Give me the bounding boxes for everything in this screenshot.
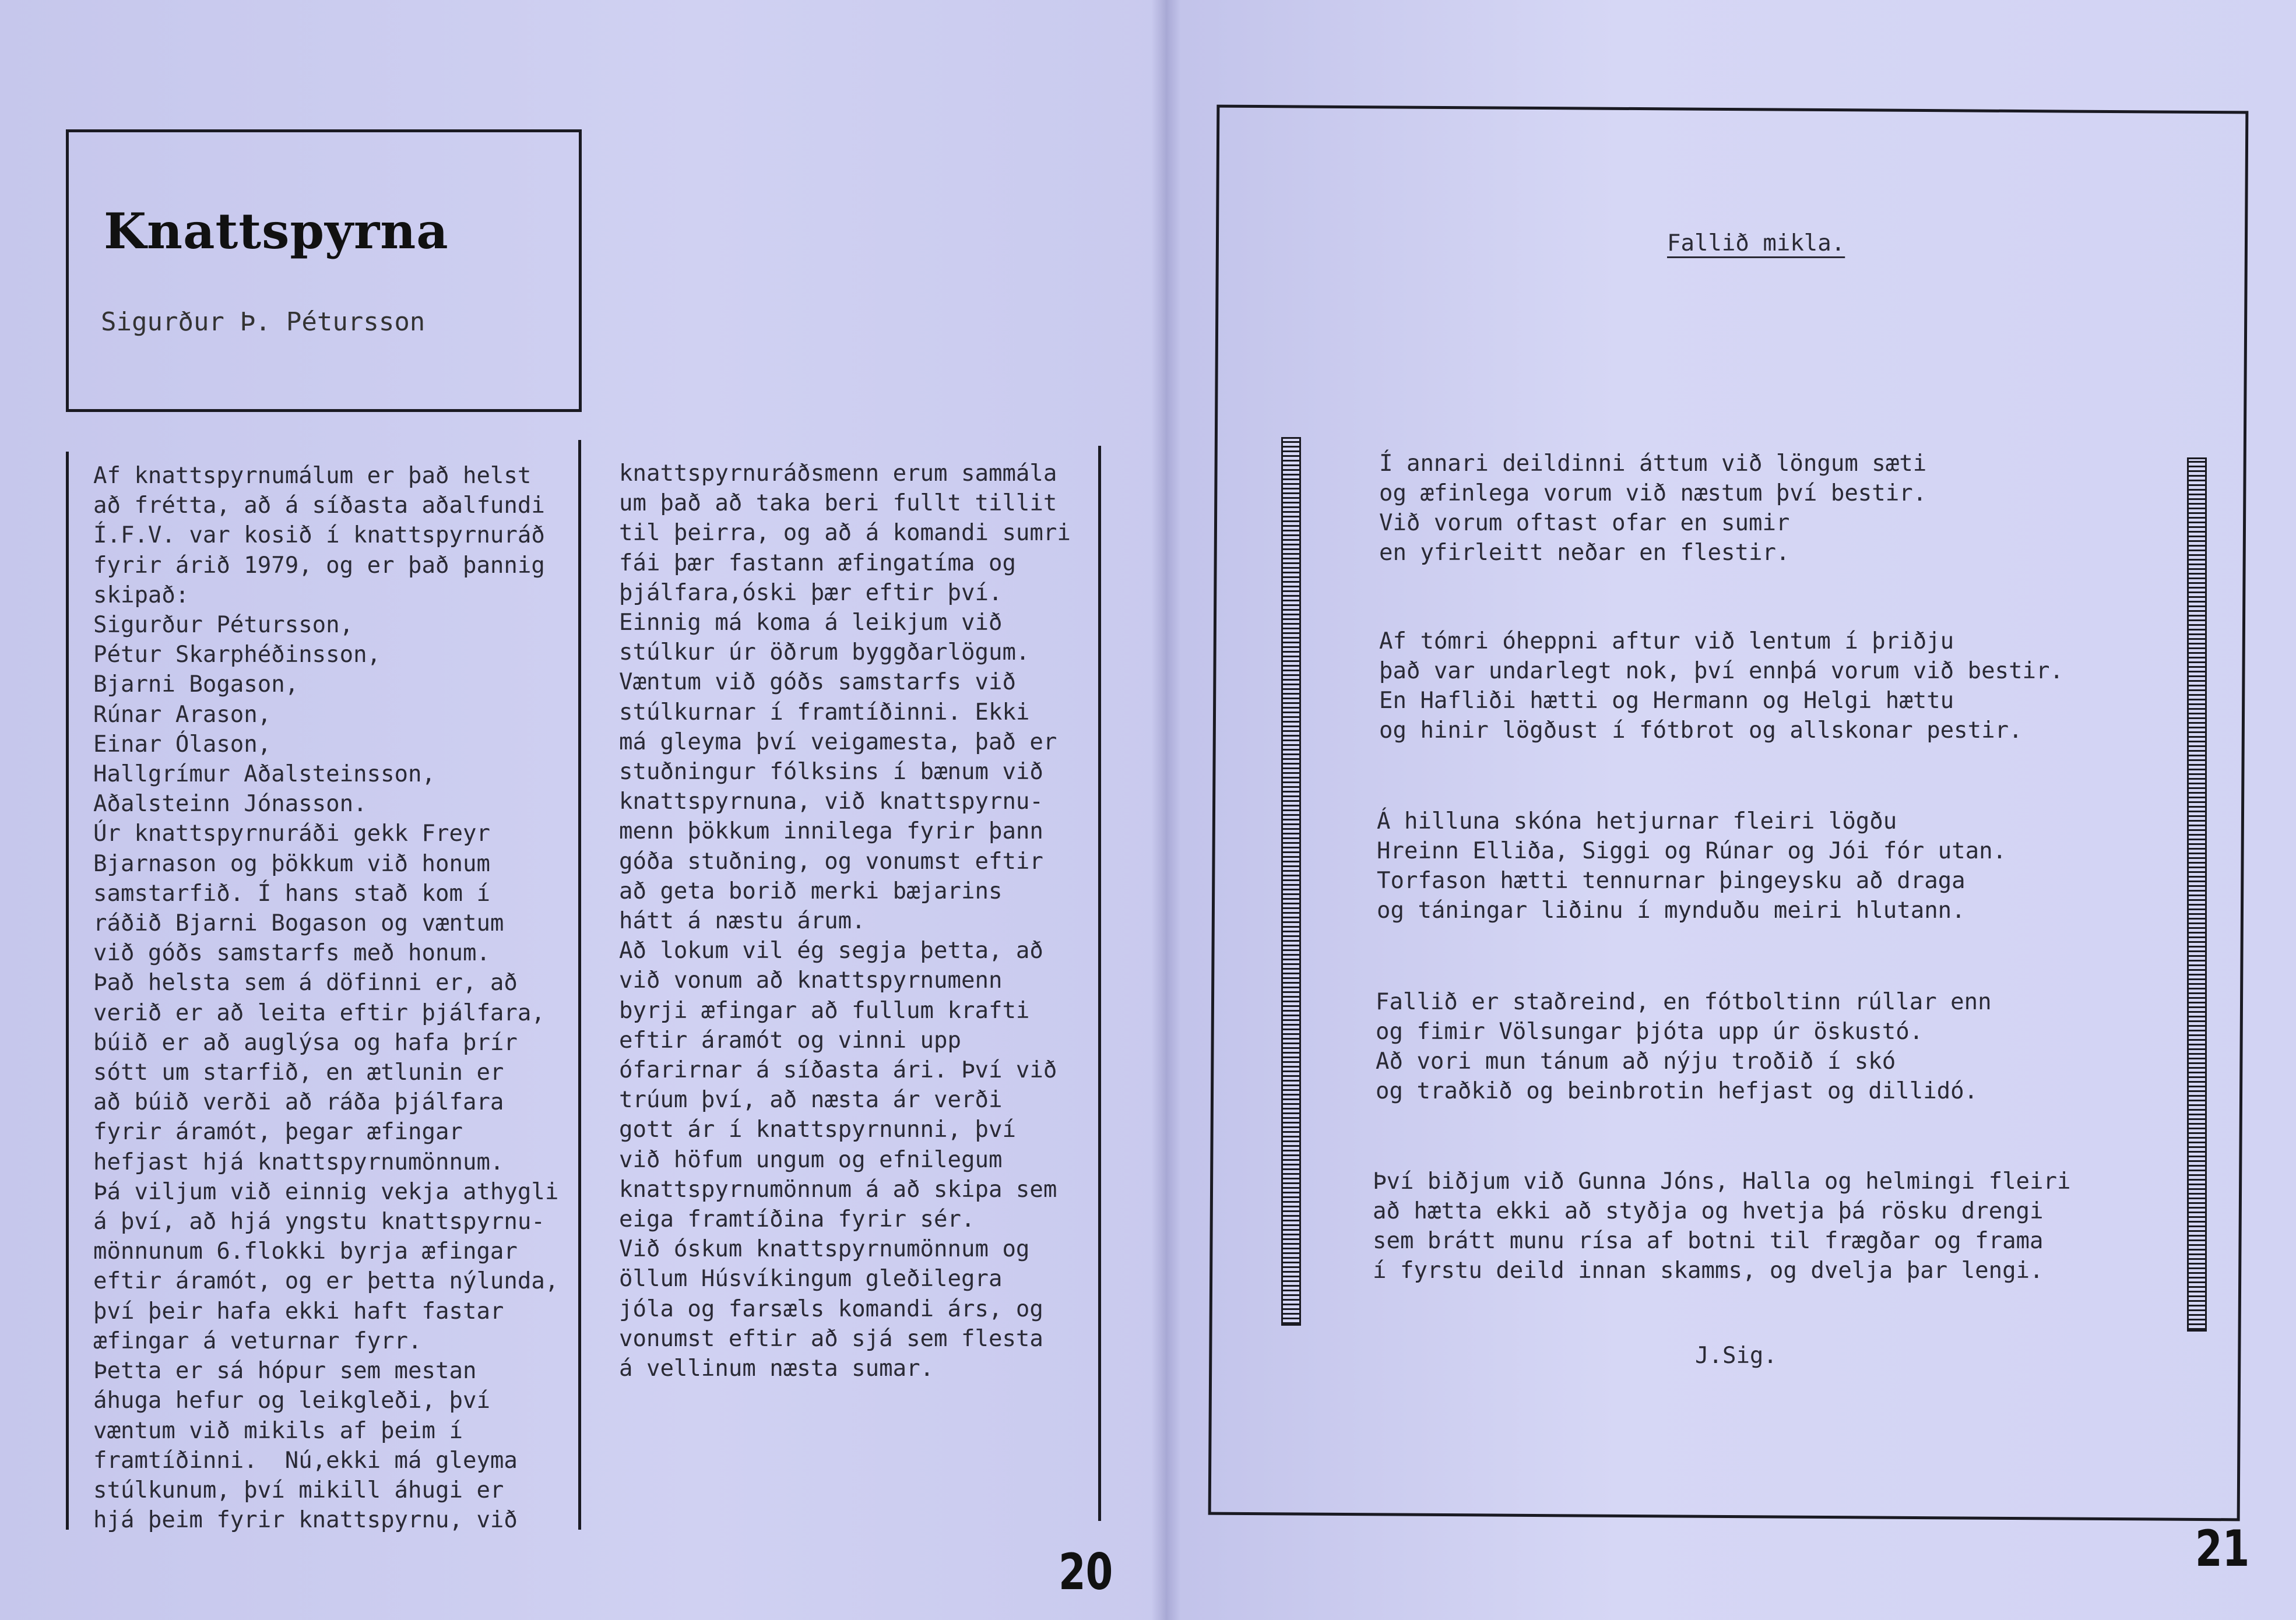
page-number-right: 21 — [2195, 1520, 2250, 1578]
poem-stanza-4: Fallið er staðreind, en fótboltinn rúllar enn og fimir Völsungar þjóta upp úr öskustó. Að vori mun tánum að nýju troðið í skó og traðkið og beinbrotin hefjast og dillidó. — [1376, 989, 1992, 1104]
column-rule-middle — [578, 440, 581, 1530]
poem-signature: J.Sig. — [1695, 1343, 1777, 1369]
column-rule-right — [1098, 446, 1101, 1521]
column-rule-left — [66, 452, 69, 1530]
article-column-2: knattspyrnuráðsmenn erum sammála um það að taka beri fullt tillit til þeirra, og að á komandi sumri fái þær fastann æfingatíma og þjálfara,óski þær eftir því. Einnig má koma á leikjum við stúlkur úr öðrum byggðarlögum. Væntum við góðs samstarfs við stúlkurnar í framtíðinni. Ekki má gleyma því veigamesta, það er stuðningur fólksins í bænum við knattspyrnuna, við knattspyrnu- menn þökkum innilega fyrir þann góða stuðning, og vonumst eftir að geta borið merki bæjarins hátt á næstu árum. Að lokum vil ég segja þetta, að við vonum að knattspyrnumenn byrji æfingar að fullum krafti eftir áramót og vinni upp ófarirnar á síðasta ári. Því við trúum því, að næsta ár verði gott ár í knattspyrnunni, því við höfum ungum og efnilegum knattspyrnumönnum á að skipa sem eiga framtíðina fyrir sér. Við óskum knattspyrnumönnum og öllum Húsvíkingum gleðilegra jóla og farsæls komandi árs, og vonumst eftir að sjá sem flesta á vellinum næsta sumar. — [619, 460, 1071, 1382]
page-number-left: 20 — [1059, 1543, 1113, 1601]
decorative-bar-left — [1281, 437, 1301, 1326]
poem-stanza-2: Af tómri óheppni aftur við lentum í þriðju það var undarlegt nok, því ennþá vorum við bestir. En Hafliði hætti og Hermann og Helgi hættu og hinir lögðust í fótbrot og allskonar pestir. — [1379, 628, 2063, 744]
title-box — [66, 129, 582, 412]
poem-stanza-3: Á hilluna skóna hetjurnar fleiri lögðu Hreinn Elliða, Siggi og Rúnar og Jói fór utan. Torfason hætti tennurnar þingeysku að draga og táningar liðinu í mynduðu meiri hlutann. — [1377, 808, 2007, 924]
poem-title: Fallið mikla. — [1667, 230, 1845, 256]
article-author: Sigurður Þ. Pétursson — [101, 307, 426, 337]
poem-stanza-1: Í annari deildinni áttum við löngum sæti og æfinlega vorum við næstum því bestir. Við vorum oftast ofar en sumir en yfirleitt neðar en flestir. — [1379, 450, 1927, 566]
poem-stanza-5: Því biðjum við Gunna Jóns, Halla og helmingi fleiri að hætta ekki að styðja og hvetja þá rösku drengi sem brátt munu rísa af botni til frægðar og frama í fyrstu deild innan skamms, og dvelja þar lengi. — [1373, 1168, 2071, 1284]
spine-gutter — [1151, 0, 1180, 1620]
article-title: Knattspyrna — [104, 202, 449, 260]
decorative-bar-right — [2187, 457, 2207, 1332]
article-column-1: Af knattspyrnumálum er það helst að frétta, að á síðasta aðalfundi Í.F.V. var kosið í knattspyrnuráð fyrir árið 1979, og er það þannig skipað: Sigurður Pétursson, Pétur Skarphéðinsson, Bjarni Bogason, Rúnar Arason, Einar Ólason, Hallgrímur Aðalsteinsson, Aðalsteinn Jónasson. Úr knattspyrnuráði gekk Freyr Bjarnason og þökkum við honum samstarfið. Í hans stað kom í ráðið Bjarni Bogason og væntum við góðs samstarfs með honum. Það helsta sem á döfinni er, að verið er að leita eftir þjálfara, búið er að auglýsa og hafa þrír sótt um starfið, en ætlunin er að búið verði að ráða þjálfara fyrir áramót, þegar æfingar hefjast hjá knattspyrnumönnum. Þá viljum við einnig vekja athygli á því, að hjá yngstu knattspyrnu- mönnunum 6.flokki byrja æfingar eftir áramót, og er þetta nýlunda, því þeir hafa ekki haft fastar æfingar á veturnar fyrr. Þetta er sá hópur sem mestan áhuga hefur og leikgleði, því væntum við mikils af þeim í framtíðinni. Nú,ekki má gleyma stúlkunum, því mikill áhugi er hjá þeim fyrir knattspyrnu, við — [93, 463, 559, 1534]
